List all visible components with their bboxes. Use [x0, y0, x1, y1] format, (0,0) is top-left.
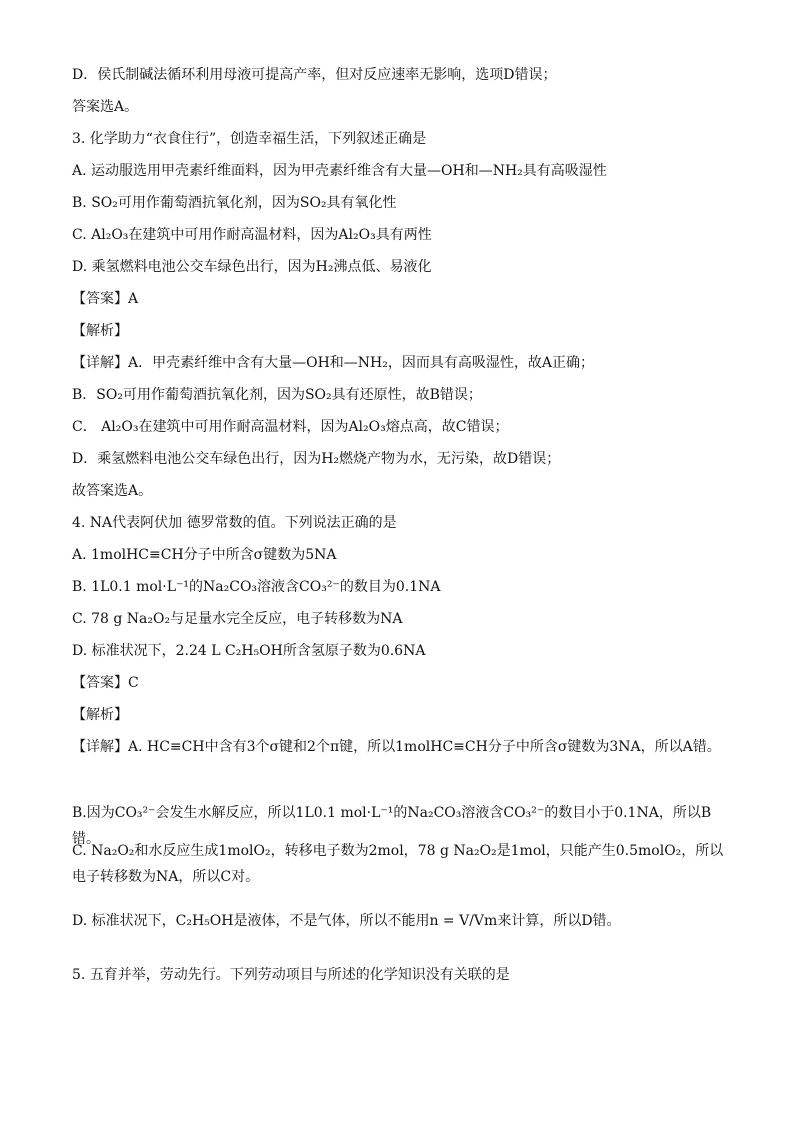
explanation-line: C． Al₂O₃在建筑中可用作耐高温材料，因为Al₂O₃熔点高，故C错误； — [72, 419, 509, 435]
explanation-line: D. 标准状况下，C₂H₅OH是液体，不是气体，所以不能用n = V/Vm来计算，所以D错。 — [72, 913, 621, 929]
option-b: B. 1L0.1 mol·L⁻¹的Na₂CO₃溶液含CO₃²⁻的数目为0.1NA — [72, 579, 441, 595]
explanation-line: D．乘氢燃料电池公交车绿色出行，因为H₂燃烧产物为水，无污染，故D错误； — [72, 451, 561, 467]
analysis-label: 【解析】 — [72, 323, 128, 339]
option-a: A. 1molHC≡CH分子中所含σ键数为5NA — [72, 547, 337, 563]
option-d: D. 标准状况下，2.24 L C₂H₅OH所含氢原子数为0.6NA — [72, 643, 426, 659]
option-d: D. 乘氢燃料电池公交车绿色出行，因为H₂沸点低、易液化 — [72, 259, 432, 275]
option-a: A. 运动服选用甲壳素纤维面料，因为甲壳素纤维含有大量—OH和—NH₂具有高吸湿性 — [72, 163, 607, 179]
option-c: C. Al₂O₃在建筑中可用作耐高温材料，因为Al₂O₃具有两性 — [72, 227, 432, 243]
question-3-stem: 3. 化学助力“衣食住行”，创造幸福生活，下列叙述正确是 — [72, 131, 427, 147]
answer-label: 【答案】A — [72, 291, 139, 307]
question-4-stem: 4. NA代表阿伏加 德罗常数的值。下列说法正确的是 — [72, 515, 397, 531]
question-5-stem: 5. 五育并举，劳动先行。下列劳动项目与所述的化学知识没有关联的是 — [72, 967, 510, 983]
text-line: 答案选A。 — [72, 99, 139, 115]
text-line: D．侯氏制碱法循环利用母液可提高产率，但对反应速率无影响，选项D错误； — [72, 67, 557, 83]
analysis-label: 【解析】 — [72, 707, 128, 723]
explanation-line: 【详解】A．甲壳素纤维中含有大量—OH和—NH₂，因而具有高吸湿性，故A正确； — [72, 355, 594, 371]
explanation-paragraph: 【详解】A. HC≡CH中含有3个σ键和2个π键，所以1molHC≡CH分子中所含σ键数为3NA，所以A错。 — [72, 739, 721, 755]
explanation-paragraph: B.因为CO₃²⁻会发生水解反应，所以1L0.1 mol·L⁻¹的Na₂CO₃溶液含CO₃²⁻的数目小于0.1NA，所以B错。 — [72, 805, 712, 847]
conclusion-line: 故答案选A。 — [72, 483, 153, 499]
answer-label: 【答案】C — [72, 675, 139, 691]
explanation-line: B．SO₂可用作葡萄酒抗氧化剂，因为SO₂具有还原性，故B错误； — [72, 387, 482, 403]
option-c: C. 78 g Na₂O₂与足量水完全反应，电子转移数为NA — [72, 611, 403, 627]
option-b: B. SO₂可用作葡萄酒抗氧化剂，因为SO₂具有氧化性 — [72, 195, 397, 211]
explanation-paragraph: C. Na₂O₂和水反应生成1molO₂，转移电子数为2mol，78 g Na₂O₂是1mol，只能产生0.5molO₂，所以电子转移数为NA，所以C对。 — [72, 843, 724, 885]
